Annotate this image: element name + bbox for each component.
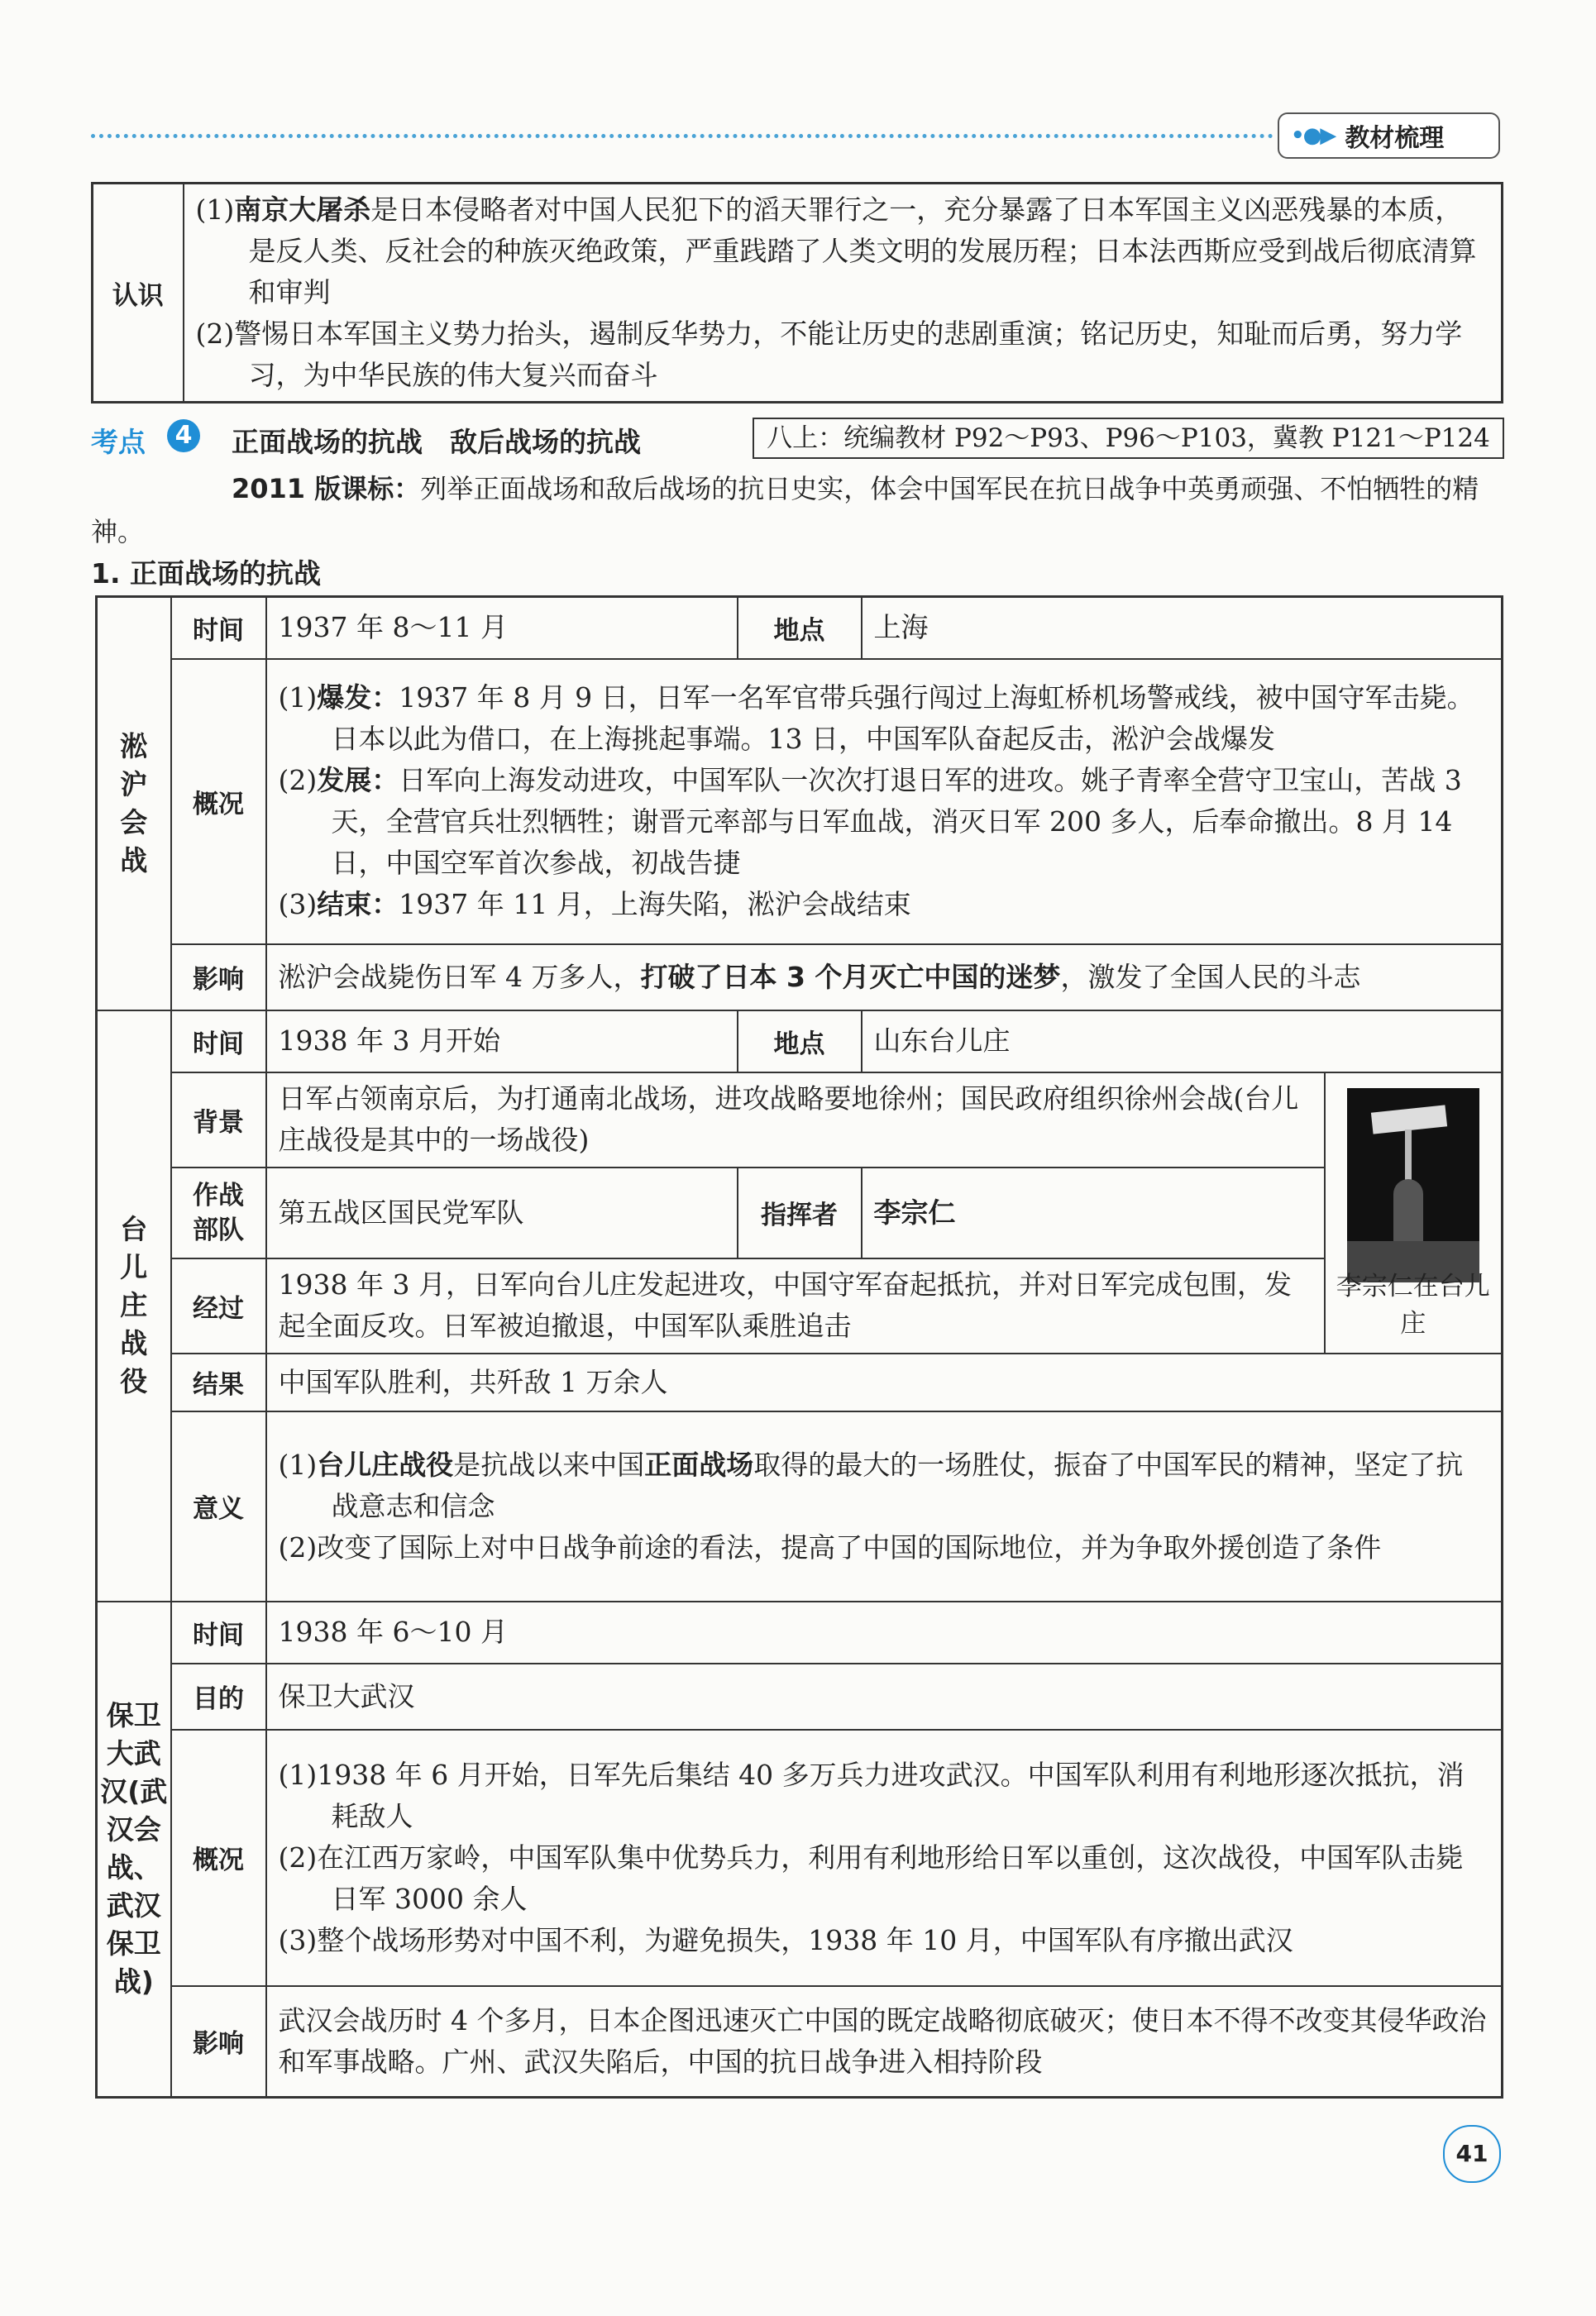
label-process: 经过 <box>171 1258 266 1354</box>
photo-cell <box>1325 1072 1503 1354</box>
label-commander: 指挥者 <box>738 1168 862 1258</box>
songhu-overview-3: (3)结束：1937 年 11 月，上海失陷，淞沪会战结束 <box>278 888 911 920</box>
taierzhuang-troops: 第五战区国民党军队 <box>266 1168 738 1258</box>
label-overview: 概况 <box>171 1730 266 1986</box>
arrow-icon: •●▶ <box>1291 123 1336 148</box>
textbook-reference: 八上：统编教材 P92～P93、P96～P103，冀教 P121～P124 <box>753 418 1504 459</box>
li-zongren-photo <box>1347 1088 1479 1282</box>
section-tag-label: 教材梳理 <box>1345 124 1445 153</box>
wuhan-overview-1: (1)1938 年 6 月开始，日军先后集结 40 多万兵力进攻武汉。中国军队利用有利地形逐次抵抗，消耗敌人 <box>278 1758 1465 1832</box>
songhu-place: 上海 <box>862 597 1503 659</box>
label-significance: 意义 <box>171 1411 266 1602</box>
label-goal: 目的 <box>171 1664 266 1730</box>
wuhan-goal: 保卫大武汉 <box>266 1664 1503 1730</box>
page-number: 41 <box>1443 2125 1501 2183</box>
kaodian-title: 正面战场的抗战 敌后战场的抗战 <box>232 426 641 458</box>
recognition-item-2: (2)警惕日本军国主义势力抬头，遏制反华势力，不能让历史的悲剧重演；铭记历史，知耻而后勇，努力学习，为中华民族的伟大复兴而奋斗 <box>195 318 1463 391</box>
wuhan-overview-2: (2)在江西万家岭，中国军队集中优势兵力，利用有利地形给日军以重创，这次战役，中国军队击毙日军 3000 余人 <box>278 1841 1464 1915</box>
curriculum-text: 列举正面战场和敌后战场的抗日史实，体会中国军民在抗日战争中英勇顽强、不怕牺牲的精神。 <box>91 473 1479 547</box>
taierzhuang-place: 山东台儿庄 <box>862 1010 1503 1072</box>
battle-name-songhu: 淞沪会战 <box>97 597 171 1010</box>
songhu-time: 1937 年 8～11 月 <box>266 597 738 659</box>
label-time: 时间 <box>171 1010 266 1072</box>
label-impact: 影响 <box>171 944 266 1010</box>
wuhan-overview-3: (3)整个战场形势对中国不利，为避免损失，1938 年 10 月，中国军队有序撤出武汉 <box>278 1923 1293 1956</box>
wuhan-impact: 武汉会战历时 4 个多月，日本企图迅速灭亡中国的既定战略彻底破灭；使日本不得不改变其侵华政治和军事战略。广州、武汉失陷后，中国的抗日战争进入相持阶段 <box>266 1986 1503 2098</box>
section-tag <box>1278 112 1500 159</box>
label-impact: 影响 <box>171 1986 266 2098</box>
battle-name-taierzhuang: 台儿庄战役 <box>97 1010 171 1602</box>
recognition-table <box>91 182 1503 404</box>
taierzhuang-commander: 李宗仁 <box>862 1168 1325 1258</box>
frontline-battles-table <box>95 595 1503 2099</box>
taierzhuang-significance-2: (2)改变了国际上对中日战争前途的看法，提高了中国的国际地位，并为争取外援创造了条件 <box>278 1530 1382 1564</box>
curriculum-standard <box>91 467 1501 553</box>
taierzhuang-significance-1: (1)台儿庄战役是抗战以来中国正面战场取得的最大的一场胜仗，振奋了中国军民的精神，坚定了抗战意志和信念 <box>278 1448 1464 1522</box>
label-time: 时间 <box>171 597 266 659</box>
kaodian-label: 考点 <box>91 426 146 458</box>
label-place: 地点 <box>738 597 862 659</box>
label-background: 背景 <box>171 1072 266 1168</box>
label-troops: 作战部队 <box>171 1168 266 1258</box>
recognition-label: 认识 <box>93 184 184 403</box>
kaodian-number-badge: 4 <box>167 419 200 452</box>
label-time: 时间 <box>171 1602 266 1664</box>
taierzhuang-process: 1938 年 3 月，日军向台儿庄发起进攻，中国守军奋起抵抗，并对日军完成包围，发起全面反攻。日军被迫撤退，中国军队乘胜追击 <box>266 1258 1325 1354</box>
songhu-overview-2: (2)发展：日军向上海发动进攻，中国军队一次次打退日军的进攻。姚子青率全营守卫宝山，苦战 3 天，全营官兵壮烈牺牲；谢晋元率部与日军血战，消灭日军 200 多人，后奉命撤出。8 月 14 日，中国空军首次参战，初战告捷 <box>278 764 1462 879</box>
taierzhuang-time: 1938 年 3 月开始 <box>266 1010 738 1072</box>
page-header <box>91 107 1497 165</box>
songhu-overview-1: (1)爆发：1937 年 8 月 9 日，日军一名军官带兵强行闯过上海虹桥机场警戒线，被中国守军击毙。日本以此为借口，在上海挑起事端。13 日，中国军队奋起反击，淞沪会战爆发 <box>278 681 1474 755</box>
battle-name-wuhan: 保卫大武汉(武汉会战、武汉保卫战) <box>97 1602 171 2098</box>
subheading: 1. 正面战场的抗战 <box>91 557 321 590</box>
label-overview: 概况 <box>171 659 266 944</box>
label-place: 地点 <box>738 1010 862 1072</box>
photo-caption: 李宗仁在台儿庄 <box>1336 1271 1490 1339</box>
songhu-impact: 淞沪会战毙伤日军 4 万多人，打破了日本 3 个月灭亡中国的迷梦，激发了全国人民的斗志 <box>266 944 1503 1010</box>
recognition-item-1: (1)南京大屠杀是日本侵略者对中国人民犯下的滔天罪行之一，充分暴露了日本军国主义凶恶残暴的本质，是反人类、反社会的种族灭绝政策，严重践踏了人类文明的发展历程；日本法西斯应受到战后彻底清算和审判 <box>195 193 1477 308</box>
curriculum-prefix: 2011 版课标： <box>232 473 421 504</box>
taierzhuang-background: 日军占领南京后，为打通南北战场，进攻战略要地徐州；国民政府组织徐州会战(台儿庄战役是其中的一场战役) <box>266 1072 1325 1168</box>
kaodian-heading <box>91 418 1501 459</box>
dotted-rule <box>91 134 1273 138</box>
label-result: 结果 <box>171 1354 266 1411</box>
wuhan-time: 1938 年 6～10 月 <box>266 1602 1503 1664</box>
taierzhuang-result: 中国军队胜利，共歼敌 1 万余人 <box>266 1354 1503 1411</box>
